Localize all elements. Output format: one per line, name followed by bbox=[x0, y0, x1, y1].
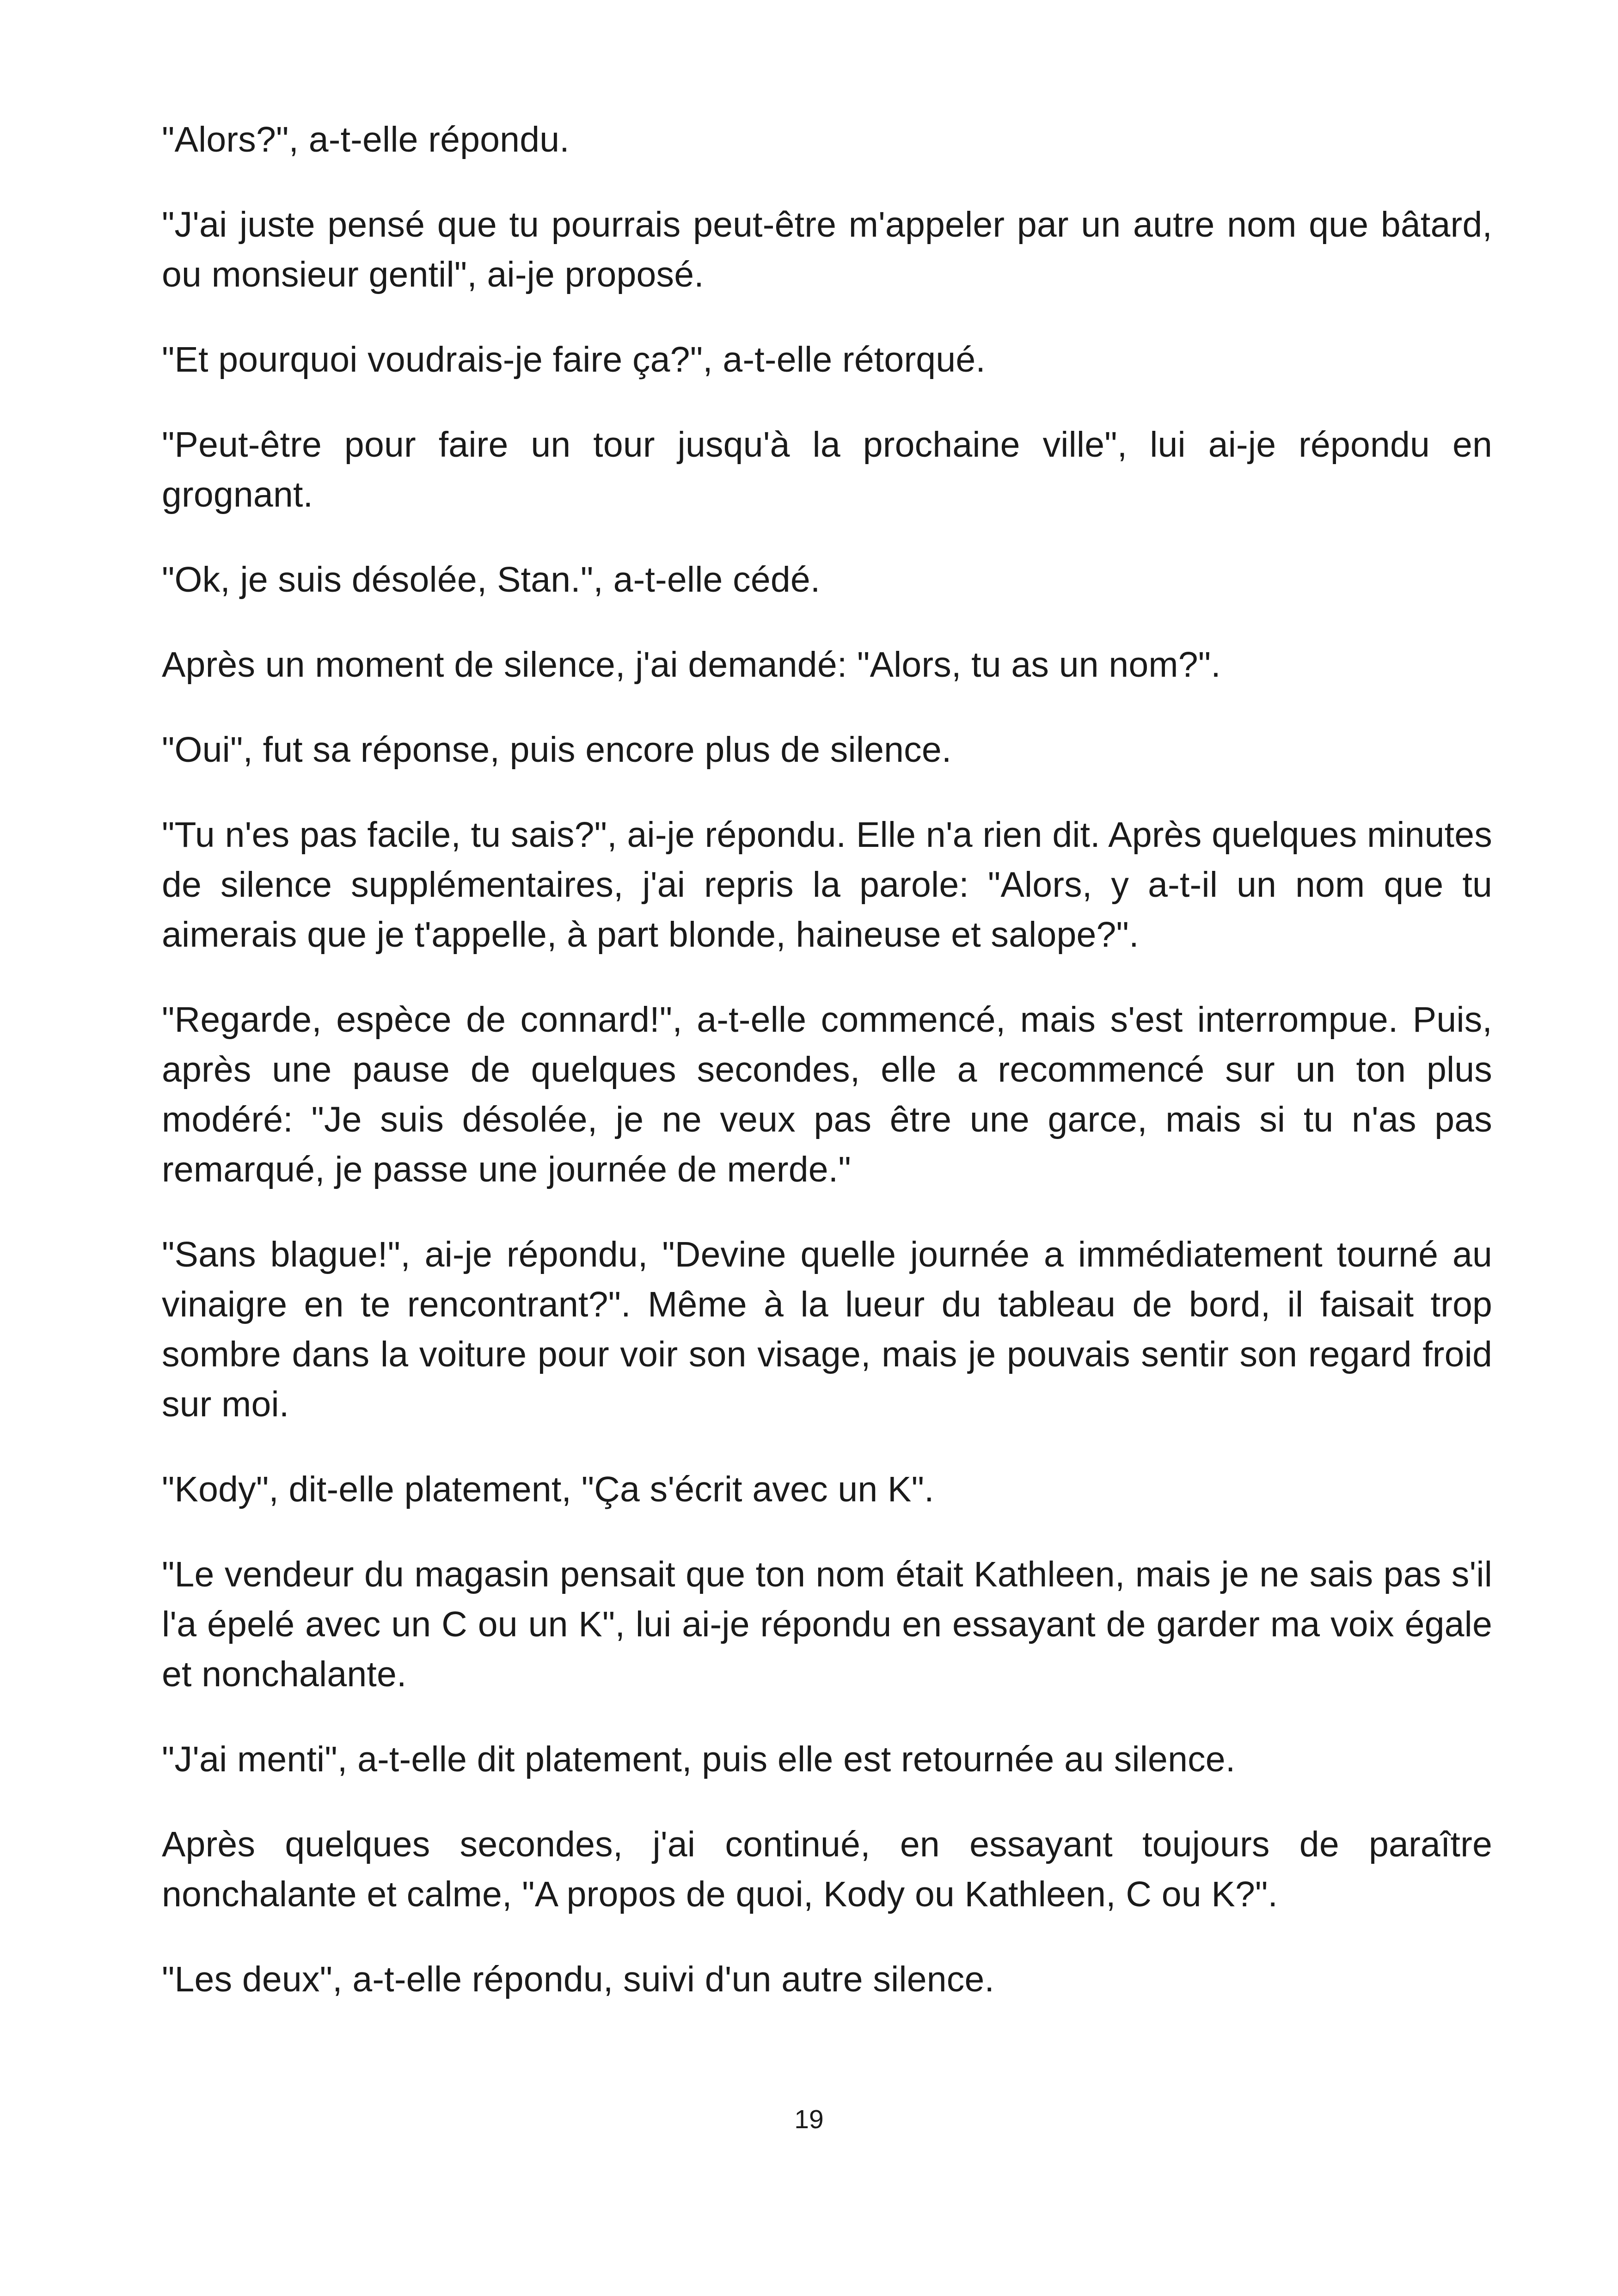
paragraph: Après quelques secondes, j'ai continué, en essayant toujours de paraître nonchalante et calme, "A propos de quoi, Kody ou Kathleen, C ou K?". bbox=[162, 1825, 1492, 1914]
paragraph: "Sans blague!", ai-je répondu, "Devine quelle journée a immédiatement tourné au vinaigre en te rencontrant?". Même à la lueur du tableau de bord, il faisait trop sombre dans la voiture pour voir son visage, mais je pouvais sentir son regard froid sur moi. bbox=[162, 1235, 1492, 1424]
paragraph: "Regarde, espèce de connard!", a-t-elle commencé, mais s'est interrompue. Puis, après une pause de quelques secondes, elle a recommencé sur un ton plus modéré: "Je suis désolée, je ne veux pas être une garce, mais si tu n'as pas remarqué, je passe une journée de merde." bbox=[162, 1000, 1492, 1189]
paragraph: "Oui", fut sa réponse, puis encore plus de silence. bbox=[162, 730, 952, 770]
body-text bbox=[162, 115, 1492, 2039]
paragraph: "Le vendeur du magasin pensait que ton nom était Kathleen, mais je ne sais pas s'il l'a épelé avec un C ou un K", lui ai-je répondu en essayant de garder ma voix égale et nonchalante. bbox=[162, 1555, 1492, 1694]
paragraph: Après un moment de silence, j'ai demandé: "Alors, tu as un nom?". bbox=[162, 645, 1221, 685]
page-number: 19 bbox=[794, 2105, 824, 2134]
paragraph: "Peut-être pour faire un tour jusqu'à la prochaine ville", lui ai-je répondu en grognant. bbox=[162, 425, 1492, 514]
paragraph: "Les deux", a-t-elle répondu, suivi d'un autre silence. bbox=[162, 1959, 995, 1999]
paragraph: "Et pourquoi voudrais-je faire ça?", a-t-elle rétorqué. bbox=[162, 340, 986, 380]
paragraph: "Kody", dit-elle platement, "Ça s'écrit avec un K". bbox=[162, 1469, 934, 1509]
paragraph: "Tu n'es pas facile, tu sais?", ai-je répondu. Elle n'a rien dit. Après quelques minutes de silence supplémentaires, j'ai repris la parole: "Alors, y a-t-il un nom que tu aimerais que je t'appelle, à part blonde, haineuse et salope?". bbox=[162, 815, 1492, 955]
paragraph: "J'ai menti", a-t-elle dit platement, puis elle est retournée au silence. bbox=[162, 1739, 1236, 1779]
paragraph: "J'ai juste pensé que tu pourrais peut-être m'appeler par un autre nom que bâtard, ou monsieur gentil", ai-je proposé. bbox=[162, 205, 1492, 294]
paragraph: "Ok, je suis désolée, Stan.", a-t-elle cédé. bbox=[162, 560, 821, 600]
paragraph: "Alors?", a-t-elle répondu. bbox=[162, 120, 570, 159]
